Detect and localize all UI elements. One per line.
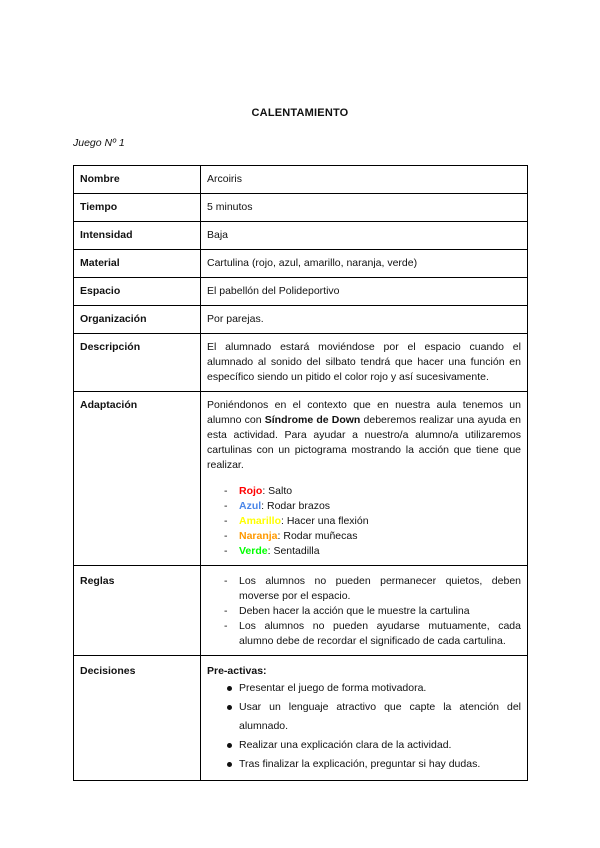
table-row-decisiones xyxy=(74,656,528,781)
list-item xyxy=(207,544,521,559)
color-action: : Rodar muñecas xyxy=(277,530,358,542)
table-row-intensidad xyxy=(74,222,528,250)
list-item: Usar un lenguaje atractivo que capte la atención del alumnado. xyxy=(207,698,521,736)
list-item: - Deben hacer la acción que le muestre la cartulina xyxy=(207,604,521,619)
list-item: - Los alumnos no pueden permanecer quietos, deben moverse por el espacio. xyxy=(207,574,521,604)
row-value-nombre: Arcoiris xyxy=(201,166,528,194)
table-row-adaptacion xyxy=(74,392,528,566)
color-label-naranja: Naranja xyxy=(239,530,278,542)
color-label-amarillo: Amarillo xyxy=(239,515,282,527)
table-row-tiempo xyxy=(74,194,528,222)
row-label-adaptacion: Adaptación xyxy=(74,392,201,566)
game-number: Juego Nº 1 xyxy=(73,137,125,149)
row-value-reglas xyxy=(201,566,528,656)
game-table xyxy=(73,165,528,781)
color-action: : Rodar brazos xyxy=(261,500,331,512)
row-value-decisiones xyxy=(201,656,528,781)
adaptacion-text-bold: Síndrome de Down xyxy=(264,414,361,426)
row-value-descripcion: El alumnado estará moviéndose por el espacio cuando el alumnado al sonido del silbato tendrá que hacer una función en específico siendo un pitido el color rojo y así sucesivamente. xyxy=(201,334,528,392)
row-label-decisiones: Decisiones xyxy=(74,656,201,781)
row-value-espacio: El pabellón del Polideportivo xyxy=(201,278,528,306)
list-item: Presentar el juego de forma motivadora. xyxy=(207,679,521,698)
list-item: Realizar una explicación clara de la actividad. xyxy=(207,736,521,755)
color-action-list xyxy=(207,484,521,559)
row-value-organizacion: Por parejas. xyxy=(201,306,528,334)
list-item xyxy=(207,499,521,514)
adaptacion-paragraph xyxy=(207,398,521,473)
color-action: : Sentadilla xyxy=(267,545,320,557)
table-row-nombre xyxy=(74,166,528,194)
row-label-reglas: Reglas xyxy=(74,566,201,656)
color-label-verde: Verde xyxy=(239,545,268,557)
list-item xyxy=(207,484,521,499)
row-label-material: Material xyxy=(74,250,201,278)
row-value-adaptacion xyxy=(201,392,528,566)
decisions-list xyxy=(207,679,521,774)
adaptacion-text-before: Poniéndonos en el contexto que en nuestra aula tenemos un alumno con xyxy=(207,399,521,426)
color-label-rojo: Rojo xyxy=(239,485,263,497)
row-label-tiempo: Tiempo xyxy=(74,194,201,222)
row-label-organizacion: Organización xyxy=(74,306,201,334)
table-row-material xyxy=(74,250,528,278)
row-label-nombre: Nombre xyxy=(74,166,201,194)
table-row-descripcion xyxy=(74,334,528,392)
list-item: - Los alumnos no pueden ayudarse mutuamente, cada alumno debe de recordar el significado de cada cartulina. xyxy=(207,619,521,649)
list-item xyxy=(207,529,521,544)
row-label-descripcion: Descripción xyxy=(74,334,201,392)
page-title: CALENTAMIENTO xyxy=(251,107,349,119)
list-item xyxy=(207,514,521,529)
color-action: : Hacer una flexión xyxy=(281,515,369,527)
decisiones-heading: Pre-activas: xyxy=(207,665,267,677)
adaptacion-text-after: deberemos realizar una ayuda en esta actividad. Para ayudar a nuestro/a alumno/a utilizaremos cartulinas con un pictograma mostrando la acción que tiene que realizar. xyxy=(207,414,522,471)
rules-list xyxy=(207,574,521,649)
list-item: Tras finalizar la explicación, preguntar si hay dudas. xyxy=(207,755,521,774)
color-action: : Salto xyxy=(262,485,293,497)
row-value-material: Cartulina (rojo, azul, amarillo, naranja, verde) xyxy=(201,250,528,278)
table-row-espacio xyxy=(74,278,528,306)
table-row-organizacion xyxy=(74,306,528,334)
row-label-intensidad: Intensidad xyxy=(74,222,201,250)
color-label-azul: Azul xyxy=(239,500,262,512)
row-value-tiempo: 5 minutos xyxy=(201,194,528,222)
row-value-intensidad: Baja xyxy=(201,222,528,250)
table-row-reglas xyxy=(74,566,528,656)
row-label-espacio: Espacio xyxy=(74,278,201,306)
